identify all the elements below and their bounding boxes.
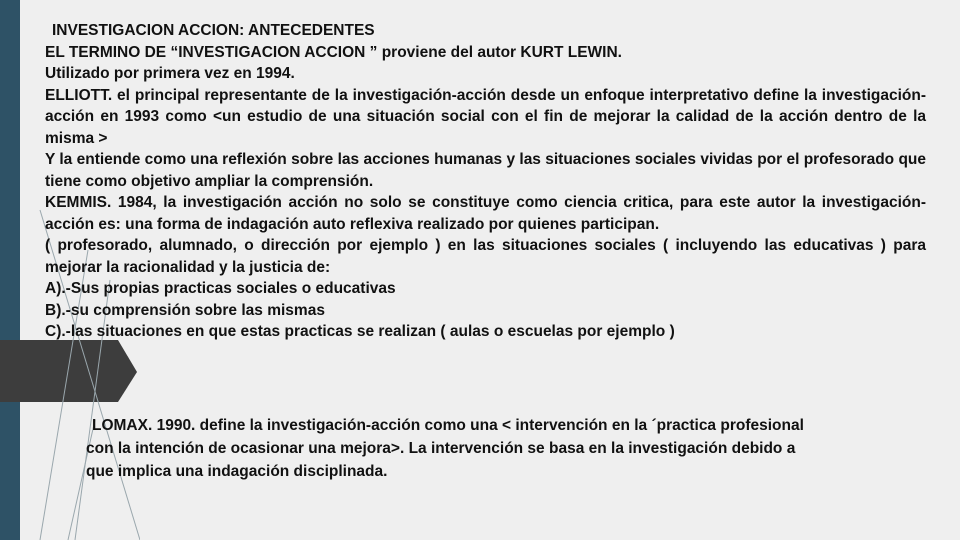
lomax-text [86, 414, 821, 483]
paragraph-reflection: Y la entiende como una reflexión sobre las acciones humanas y las situaciones sociales vividas por el profesorado que tiene como objetivo ampliar la comprensión. [45, 151, 926, 190]
paragraph-lewin: EL TERMINO DE “INVESTIGACION ACCION ” proviene del autor KURT LEWIN. [45, 43, 622, 61]
paragraph-elliott: ELLIOTT. el principal representante de la investigación-acción desde un enfoque interpretativo define la investigación-acción en 1993 como <un estudio de una situación social con el fin de mejorar la calidad de la acción dentro de la misma > [45, 86, 926, 147]
paragraph-first-use: Utilizado por primera vez en 1994. [45, 65, 295, 82]
list-item-c: C).-las situaciones en que estas practicas se realizan ( aulas o escuelas por ejemplo ) [45, 323, 675, 340]
paragraph-lomax: LOMAX. 1990. define la investigación-acción como una < intervención en la ´practica profesional con la intención de ocasionar una mejora>. La intervención se basa en la investigación debido a que implica una indagación disciplinada. [86, 417, 804, 480]
paragraph-participants: ( profesorado, alumnado, o dirección por ejemplo ) en las situaciones sociales ( incluyendo las educativas ) para mejorar la racionalidad y la justicia de: [45, 237, 926, 276]
main-text [45, 20, 926, 343]
list-item-a: A).-Sus propias practicas sociales o educativas [45, 280, 396, 297]
decor-arrow-shape [0, 340, 137, 402]
slide-title: INVESTIGACION ACCION: ANTECEDENTES [52, 22, 375, 39]
paragraph-kemmis: KEMMIS. 1984, la investigación acción no solo se constituye como ciencia critica, para este autor la investigación-acción es: una forma de indagación auto reflexiva realizado por quienes participan. [45, 194, 926, 233]
list-item-b: B).-su comprensión sobre las mismas [45, 301, 325, 319]
